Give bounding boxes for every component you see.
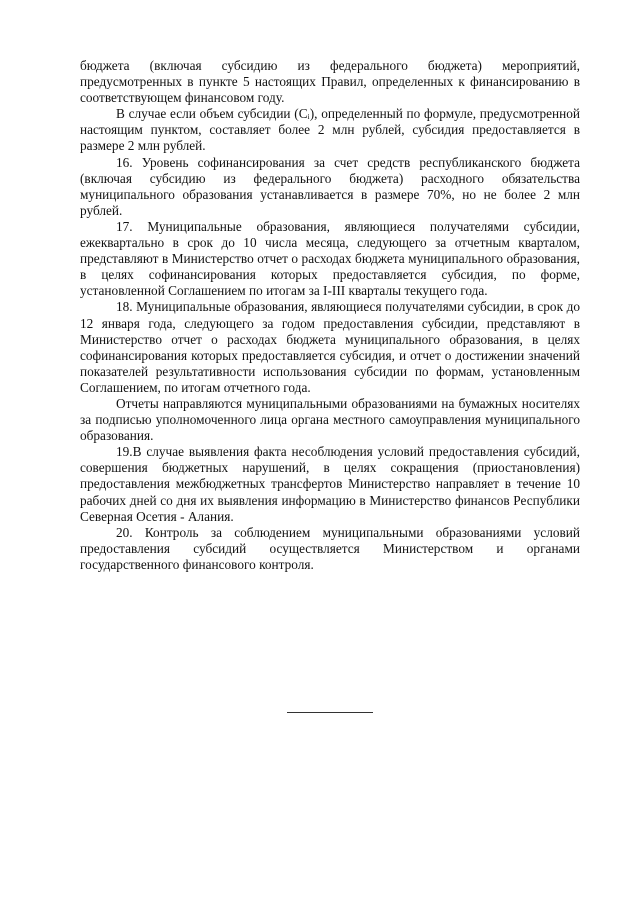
paragraph-18-annual-report: 18. Муниципальные образования, являющиеся получателями субсидии, в срок до 12 января года, следующего за годом предоставления субсидии, представляют в Министерство отчет о расходах бюджета муниципального образования, в целях софинансирования которых предоставляется субсидия, и отчет о достижении значений показателей результативности использования субсидии по формам, установленным Соглашением, по итогам отчетного года. — [80, 299, 580, 395]
paragraph-17-quarterly-report: 17. Муниципальные образования, являющиеся получателями субсидии, ежеквартально в срок до 10 числа месяца, следующего за отчетным кварталом, представляют в Министерство отчет о расходах бюджета муниципального образования, в целях софинансирования которых предоставляется субсидия, по форме, установленной Соглашением по итогам за I-III кварталы текущего года. — [80, 218, 580, 299]
paragraph-19-violations: 19.В случае выявления факта несоблюдения условий предоставления субсидий, совершения бюджетных нарушений, в целях сокращения (приостановления) предоставления межбюджетных трансфертов Министерство направляет в течение 10 рабочих дней со дня их выявления информацию в Министерство финансов Республики Северная Осетия - Алания. — [80, 444, 580, 524]
end-divider-line — [287, 712, 373, 713]
paragraph-subsidy-limit: В случае если объем субсидии (Cᵢ), определенный по формуле, предусмотренной настоящим пунктом, составляет более 2 млн рублей, субсидия предоставляется в размере 2 млн рублей. — [80, 106, 580, 154]
paragraph-16-cofinancing: 16. Уровень софинансирования за счет средств республиканского бюджета (включая субсидию из федерального бюджета) расходного обязательства муниципального образования устанавливается в размере 70%, но не более 2 млн рублей. — [80, 154, 580, 218]
paragraph-continuation: бюджета (включая субсидию из федерального бюджета) мероприятий, предусмотренных в пункте 5 настоящих Правил, определенных к финансированию в соответствующем финансовом году. — [80, 58, 580, 106]
paragraph-reports-submission: Отчеты направляются муниципальными образованиями на бумажных носителях за подписью уполномоченного лица органа местного самоуправления муниципального образования. — [80, 395, 580, 444]
document-page — [80, 58, 580, 573]
paragraph-20-control: 20. Контроль за соблюдением муниципальными образованиями условий предоставления субсидий осуществляется Министерством и органами государственного финансового контроля. — [80, 524, 580, 572]
